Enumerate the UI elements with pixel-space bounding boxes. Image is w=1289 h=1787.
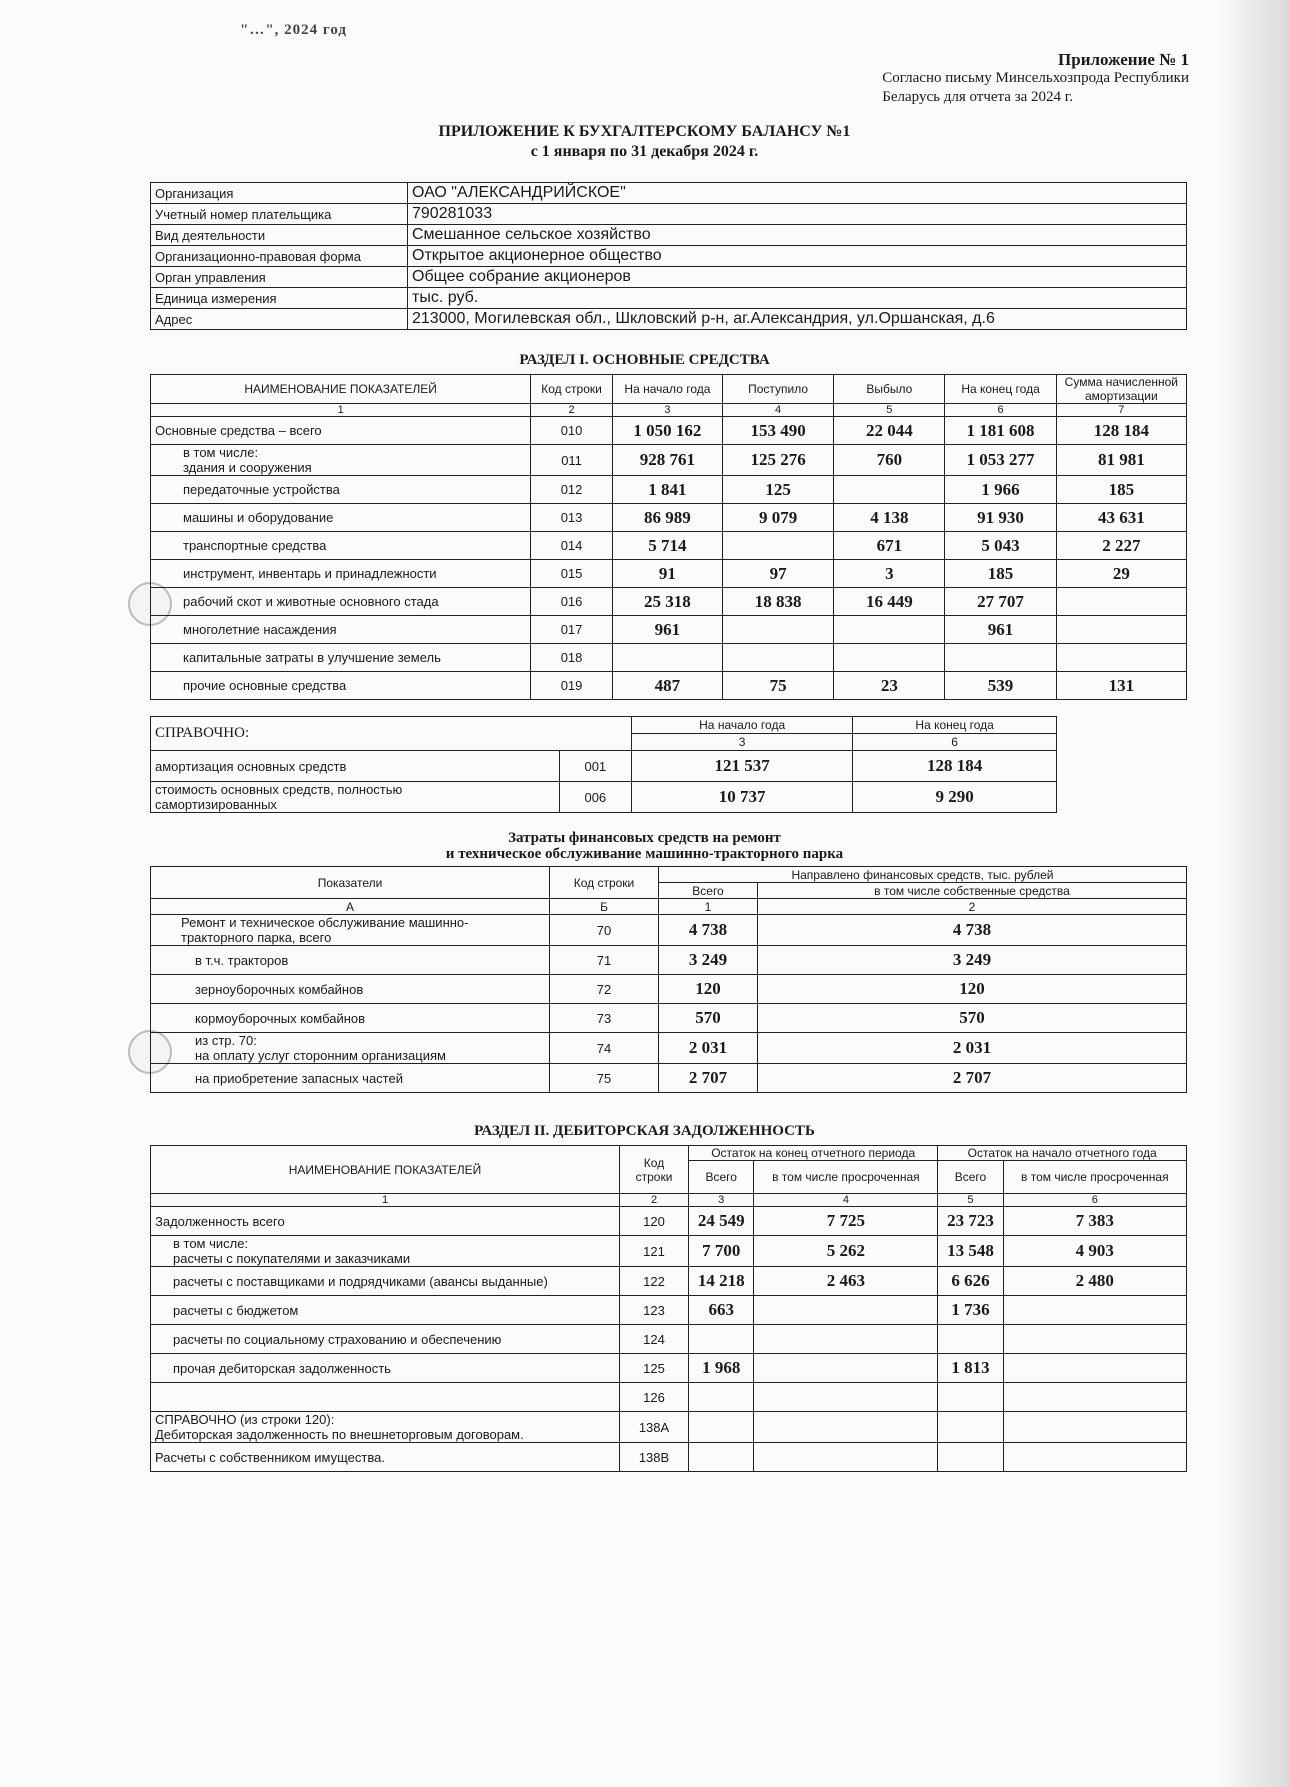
row-code: 74 [550,1033,659,1064]
row-name: передаточные устройства [151,476,531,504]
row-code: 015 [531,560,613,588]
column-header: Код строки [620,1146,689,1194]
row-code: 121 [620,1236,689,1267]
row-value: 7 700 [689,1236,754,1267]
org-value: Открытое акционерное общество [408,246,1187,267]
org-row [151,267,1187,288]
row-code: 71 [550,946,659,975]
row-value [723,644,834,672]
row-value: 16 449 [834,588,945,616]
row-code: 019 [531,672,613,700]
row-value: 43 631 [1056,504,1186,532]
row-value: 2 707 [758,1064,1187,1093]
table-row [151,1354,1187,1383]
column-header: в том числе просроченная [1003,1161,1186,1194]
column-header: в том числе собственные средства [758,883,1187,899]
table-row [151,975,1187,1004]
row-value: 2 031 [659,1033,758,1064]
row-value: 23 [834,672,945,700]
column-number: 6 [1003,1194,1186,1207]
row-value: 2 480 [1003,1267,1186,1296]
row-value: 10 737 [632,782,853,813]
fixed-assets-table [150,374,1187,700]
org-row [151,204,1187,225]
column-number: 5 [938,1194,1003,1207]
table-row [151,504,1187,532]
table-row [151,476,1187,504]
row-code: 006 [559,782,631,813]
row-value [1003,1412,1186,1443]
row-value [938,1443,1003,1472]
row-value [1056,616,1186,644]
row-value: 487 [612,672,722,700]
org-label: Адрес [151,309,408,330]
row-value: 27 707 [945,588,1056,616]
reference-col-end: На конец года [853,717,1057,734]
column-letter: А [151,899,550,915]
table-row [151,672,1187,700]
column-number: 4 [723,404,834,417]
row-code: 138А [620,1412,689,1443]
appendix-reference: Согласно письму Минсельхозпрода Республики Беларусь для отчета за 2024 г. [882,70,1189,105]
column-header: Сумма начисленной амортизации [1056,375,1186,404]
row-code: 018 [531,644,613,672]
table-row [151,1004,1187,1033]
row-value: 128 184 [853,751,1057,782]
org-label: Организационно-правовая форма [151,246,408,267]
org-value: тыс. руб. [408,288,1187,309]
row-value: 4 738 [758,915,1187,946]
row-value: 2 031 [758,1033,1187,1064]
org-value: 790281033 [408,204,1187,225]
row-name: расчеты с бюджетом [151,1296,620,1325]
row-value [834,616,945,644]
column-header: в том числе просроченная [754,1161,938,1194]
row-value: 3 249 [758,946,1187,975]
row-value: 4 903 [1003,1236,1186,1267]
org-row [151,288,1187,309]
row-value: 13 548 [938,1236,1003,1267]
row-name: зерноуборочных комбайнов [151,975,550,1004]
row-value: 75 [723,672,834,700]
org-label: Вид деятельности [151,225,408,246]
row-value [1003,1443,1186,1472]
row-code: 73 [550,1004,659,1033]
column-header: Код строки [550,867,659,899]
row-value [754,1296,938,1325]
row-value [938,1412,1003,1443]
row-value: 1 050 162 [612,417,722,445]
row-value: 97 [723,560,834,588]
table-row [151,1207,1187,1236]
row-name: на приобретение запасных частей [151,1064,550,1093]
row-value [945,644,1056,672]
table-row [151,1267,1187,1296]
row-value: 4 138 [834,504,945,532]
scan-edge-shadow [1219,0,1289,1787]
row-value: 4 738 [659,915,758,946]
row-code: 012 [531,476,613,504]
row-value: 3 249 [659,946,758,975]
row-value: 9 290 [853,782,1057,813]
row-value: 125 [723,476,834,504]
receivables-table [150,1145,1187,1472]
row-value: 131 [1056,672,1186,700]
row-value: 7 725 [754,1207,938,1236]
column-header: НАИМЕНОВАНИЕ ПОКАЗАТЕЛЕЙ [151,375,531,404]
column-number: 5 [834,404,945,417]
row-value: 120 [758,975,1187,1004]
reference-col-start: На начало года [632,717,853,734]
column-header: Выбыло [834,375,945,404]
org-value: Смешанное сельское хозяйство [408,225,1187,246]
table-row [151,1236,1187,1267]
table-row [151,616,1187,644]
row-name: прочая дебиторская задолженность [151,1354,620,1383]
finance-title: Затраты финансовых средств на ремонт и техническое обслуживание машинно-тракторного парка [445,830,844,862]
row-value: 3 [834,560,945,588]
column-header: Всего [689,1161,754,1194]
row-value: 86 989 [612,504,722,532]
org-label: Орган управления [151,267,408,288]
column-number: 1 [151,1194,620,1207]
column-number: 6 [853,734,1057,751]
row-code: 120 [620,1207,689,1236]
row-name: расчеты по социальному страхованию и обеспечению [151,1325,620,1354]
row-value: 928 761 [612,445,722,476]
column-number: 3 [632,734,853,751]
row-value: 1 968 [689,1354,754,1383]
row-code: 138В [620,1443,689,1472]
row-value [723,616,834,644]
table-row [151,588,1187,616]
table-row [151,445,1187,476]
table-row [151,560,1187,588]
row-value: 1 736 [938,1296,1003,1325]
row-name: в том числе: здания и сооружения [151,445,531,476]
row-value: 18 838 [723,588,834,616]
row-value: 1 053 277 [945,445,1056,476]
row-value [1003,1354,1186,1383]
row-value [834,644,945,672]
row-value: 23 723 [938,1207,1003,1236]
row-name: Ремонт и техническое обслуживание машинно- тракторного парка, всего [151,915,550,946]
row-value [938,1325,1003,1354]
column-header: Всего [659,883,758,899]
column-number: 1 [151,404,531,417]
row-code: 013 [531,504,613,532]
row-name: Основные средства – всего [151,417,531,445]
row-value: 671 [834,532,945,560]
table-row [151,1296,1187,1325]
column-header: Показатели [151,867,550,899]
column-header: НАИМЕНОВАНИЕ ПОКАЗАТЕЛЕЙ [151,1146,620,1194]
row-value: 2 227 [1056,532,1186,560]
org-value: 213000, Могилевская обл., Шкловский р-н, аг.Александрия, ул.Оршанская, д.6 [408,309,1187,330]
table-row [151,915,1187,946]
row-value: 760 [834,445,945,476]
row-value [689,1325,754,1354]
row-name: из стр. 70: на оплату услуг сторонним организациям [151,1033,550,1064]
section1-title: РАЗДЕЛ I. ОСНОВНЫЕ СРЕДСТВА [519,352,770,368]
table-row [151,1325,1187,1354]
org-row [151,225,1187,246]
row-value: 1 813 [938,1354,1003,1383]
row-name: Задолженность всего [151,1207,620,1236]
org-row [151,246,1187,267]
row-value: 539 [945,672,1056,700]
org-row [151,183,1187,204]
row-code: 126 [620,1383,689,1412]
row-code: 017 [531,616,613,644]
row-code: 72 [550,975,659,1004]
row-value: 5 714 [612,532,722,560]
row-value: 570 [659,1004,758,1033]
column-header: Остаток на начало отчетного года [938,1146,1187,1161]
column-number: 2 [620,1194,689,1207]
row-value: 570 [758,1004,1187,1033]
org-label: Единица измерения [151,288,408,309]
row-code: 75 [550,1064,659,1093]
row-value [1056,644,1186,672]
row-value [1003,1383,1186,1412]
column-header: Направлено финансовых средств, тыс. рублей [659,867,1187,883]
appendix-block [882,50,1189,107]
row-value: 7 383 [1003,1207,1186,1236]
row-value [1056,588,1186,616]
row-name: рабочий скот и животные основного стада [151,588,531,616]
row-code: 016 [531,588,613,616]
row-value: 1 181 608 [945,417,1056,445]
row-value: 125 276 [723,445,834,476]
row-value: 6 626 [938,1267,1003,1296]
row-name: транспортные средства [151,532,531,560]
org-label: Организация [151,183,408,204]
table-row [151,782,1057,813]
row-value: 91 930 [945,504,1056,532]
org-label: Учетный номер плательщика [151,204,408,225]
column-letter: 2 [758,899,1187,915]
row-value: 25 318 [612,588,722,616]
row-name: в т.ч. тракторов [151,946,550,975]
table-row [151,417,1187,445]
column-header: Остаток на конец отчетного периода [689,1146,938,1161]
table-row [151,1064,1187,1093]
column-header: Код строки [531,375,613,404]
row-value: 81 981 [1056,445,1186,476]
row-value: 5 043 [945,532,1056,560]
row-name [151,1383,620,1412]
row-value: 663 [689,1296,754,1325]
row-code: 014 [531,532,613,560]
row-value [938,1383,1003,1412]
row-name: многолетние насаждения [151,616,531,644]
row-value: 961 [945,616,1056,644]
table-row [151,1443,1187,1472]
reference-label: СПРАВОЧНО: [151,717,632,751]
row-value [834,476,945,504]
row-value [754,1443,938,1472]
row-value [1003,1296,1186,1325]
table-row [151,532,1187,560]
row-code: 001 [559,751,631,782]
table-row [151,751,1057,782]
row-value [754,1412,938,1443]
row-name: расчеты с поставщиками и подрядчиками (авансы выданные) [151,1267,620,1296]
row-name: прочие основные средства [151,672,531,700]
row-value [689,1443,754,1472]
row-value [612,644,722,672]
row-code: 010 [531,417,613,445]
table-row [151,644,1187,672]
column-letter: Б [550,899,659,915]
row-name: амортизация основных средств [151,751,560,782]
column-number: 7 [1056,404,1186,417]
row-value: 185 [945,560,1056,588]
column-header: Всего [938,1161,1003,1194]
row-value: 9 079 [723,504,834,532]
row-value: 2 707 [659,1064,758,1093]
table-row [151,1383,1187,1412]
row-value: 1 841 [612,476,722,504]
row-name: капитальные затраты в улучшение земель [151,644,531,672]
org-row [151,309,1187,330]
organization-table [150,182,1187,330]
row-value: 121 537 [632,751,853,782]
column-number: 3 [612,404,722,417]
row-value: 22 044 [834,417,945,445]
top-partial-text: "…", 2024 год [240,22,347,38]
row-value: 120 [659,975,758,1004]
row-value: 961 [612,616,722,644]
column-header: На конец года [945,375,1056,404]
column-number: 3 [689,1194,754,1207]
row-name: Расчеты с собственником имущества. [151,1443,620,1472]
row-value: 1 966 [945,476,1056,504]
column-number: 6 [945,404,1056,417]
row-code: 124 [620,1325,689,1354]
row-code: 122 [620,1267,689,1296]
row-value [723,532,834,560]
row-code: 123 [620,1296,689,1325]
row-value: 153 490 [723,417,834,445]
column-number: 4 [754,1194,938,1207]
row-value: 2 463 [754,1267,938,1296]
row-value: 14 218 [689,1267,754,1296]
row-name: инструмент, инвентарь и принадлежности [151,560,531,588]
row-name: кормоуборочных комбайнов [151,1004,550,1033]
row-value: 128 184 [1056,417,1186,445]
row-value: 5 262 [754,1236,938,1267]
row-name: машины и оборудование [151,504,531,532]
row-code: 011 [531,445,613,476]
table-row [151,1412,1187,1443]
row-value [754,1325,938,1354]
appendix-number: Приложение № 1 [1058,50,1189,69]
column-letter: 1 [659,899,758,915]
row-value: 91 [612,560,722,588]
row-name: СПРАВОЧНО (из строки 120): Дебиторская задолженность по внешнеторговым договорам. [151,1412,620,1443]
row-name: в том числе: расчеты с покупателями и заказчиками [151,1236,620,1267]
column-number: 2 [531,404,613,417]
row-value [689,1383,754,1412]
row-value: 24 549 [689,1207,754,1236]
row-value: 29 [1056,560,1186,588]
table-row [151,1033,1187,1064]
row-name: стоимость основных средств, полностью самортизированных [151,782,560,813]
row-value [1003,1325,1186,1354]
org-value: Общее собрание акционеров [408,267,1187,288]
fixed-assets-reference-table [150,716,1057,813]
row-value [754,1383,938,1412]
row-code: 70 [550,915,659,946]
row-value [754,1354,938,1383]
row-value: 185 [1056,476,1186,504]
org-value: ОАО "АЛЕКСАНДРИЙСКОЕ" [408,183,1187,204]
repair-costs-table [150,866,1187,1093]
column-header: Поступило [723,375,834,404]
row-code: 125 [620,1354,689,1383]
row-value [689,1412,754,1443]
document-title: ПРИЛОЖЕНИЕ К БУХГАЛТЕРСКОМУ БАЛАНСУ №1 с 1 января по 31 декабря 2024 г. [438,123,851,160]
section2-title: РАЗДЕЛ II. ДЕБИТОРСКАЯ ЗАДОЛЖЕННОСТЬ [474,1123,815,1139]
table-row [151,946,1187,975]
column-header: На начало года [612,375,722,404]
